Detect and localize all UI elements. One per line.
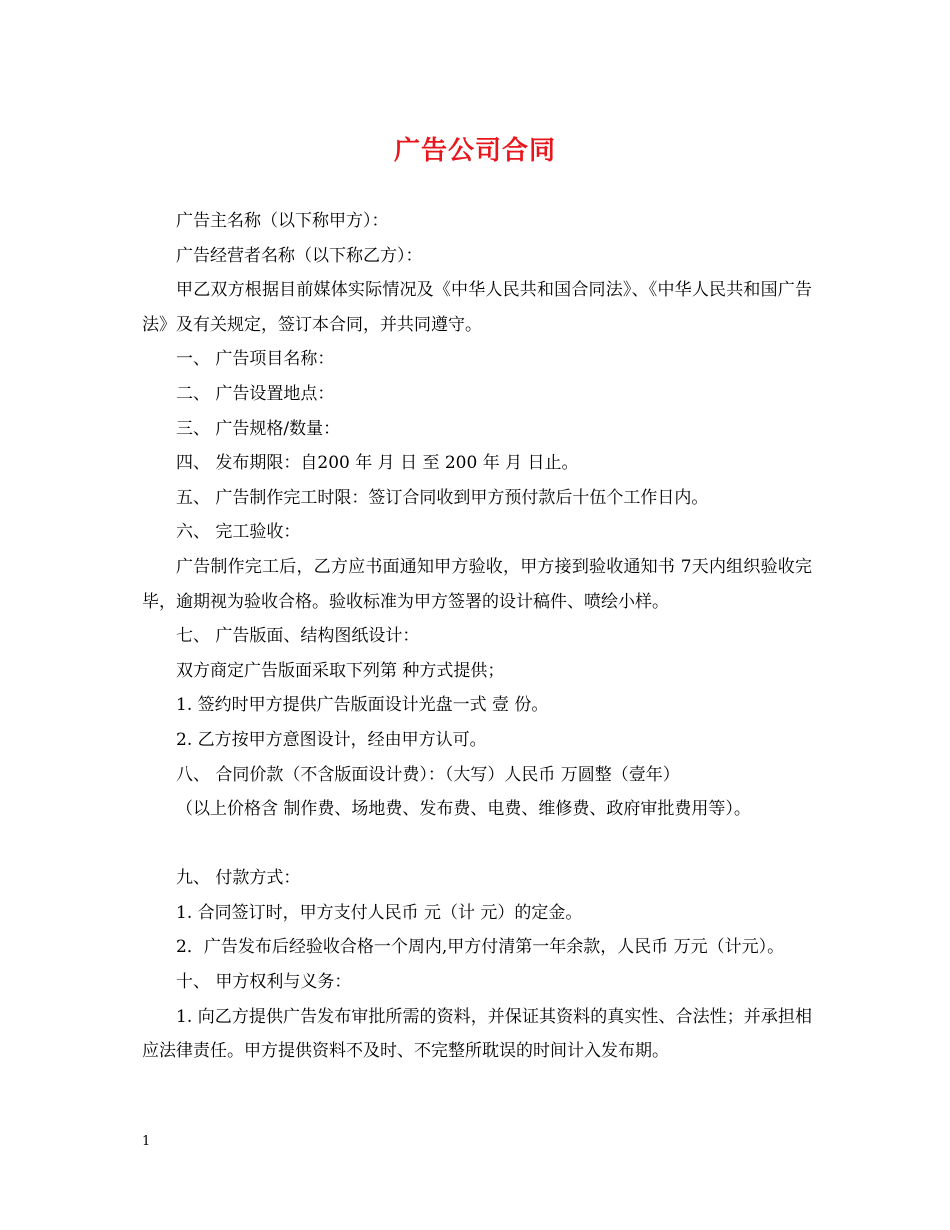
- clause-10-heading: 十、 甲方权利与义务：: [176, 972, 352, 993]
- blank-line: [142, 827, 812, 862]
- clause-3-heading: 三、 广告规格/数量：: [176, 418, 341, 439]
- document-title: 广告公司合同: [393, 136, 556, 166]
- clause-8-note: （以上价格含 制作费、场地费、发布费、电费、维修费、政府审批费用等）。: [176, 799, 751, 820]
- paragraph-operator: 广告经营者名称（以下称乙方）：: [176, 245, 423, 266]
- clause-2-heading: 二、 广告设置地点：: [176, 383, 335, 404]
- clause-1-heading: 一、 广告项目名称：: [176, 349, 335, 370]
- clause-10-item-1: 1. 向乙方提供广告发布审批所需的资料，并保证其资料的真实性、合法性；并承担相应法律责任。甲方提供资料不及时、不完整所耽误的时间计入发布期。: [142, 1006, 812, 1062]
- paragraph-advertiser: 广告主名称（以下称甲方）：: [176, 211, 389, 231]
- clause-6-body: 广告制作完工后，乙方应书面通知甲方验收，甲方接到验收通知书 7天内组织验收完毕，逾期视为验收合格。验收标准为甲方签署的设计稿件、喷绘小样。: [142, 556, 812, 612]
- clause-7-body: 双方商定广告版面采取下列第 种方式提供；: [176, 660, 505, 681]
- clause-7-heading: 七、 广告版面、结构图纸设计：: [176, 626, 420, 647]
- clause-7-item-1: 1. 签约时甲方提供广告版面设计光盘一式 壹 份。: [176, 695, 549, 716]
- clause-4-heading: 四、 发布期限：自200 年 月 日 至 200 年 月 日止。: [176, 453, 579, 474]
- clause-9-heading: 九、 付款方式：: [176, 868, 301, 889]
- clause-7-item-2: 2. 乙方按甲方意图设计，经由甲方认可。: [176, 729, 487, 750]
- page-number: 1: [142, 1134, 151, 1149]
- clause-9-item-2: 2．广告发布后经验收合格一个周内,甲方付清第一年余款，人民币 万元（计元）。: [176, 937, 785, 958]
- clause-5-heading: 五、 广告制作完工时限：签订合同收到甲方预付款后十伍个工作日内。: [176, 487, 709, 508]
- document-body: [142, 204, 812, 1069]
- clause-6-heading: 六、 完工验收：: [176, 522, 301, 543]
- clause-8-heading: 八、 合同价款（不含版面设计费）：（大写）人民币 万圆整（壹年）: [176, 764, 680, 785]
- clause-9-item-1: 1. 合同签订时，甲方支付人民币 元（计 元）的定金。: [176, 902, 583, 923]
- paragraph-preamble: 甲乙双方根据目前媒体实际情况及《中华人民共和国合同法》、《中华人民共和国广告法》及有关规定，签订本合同，并共同遵守。: [142, 280, 812, 335]
